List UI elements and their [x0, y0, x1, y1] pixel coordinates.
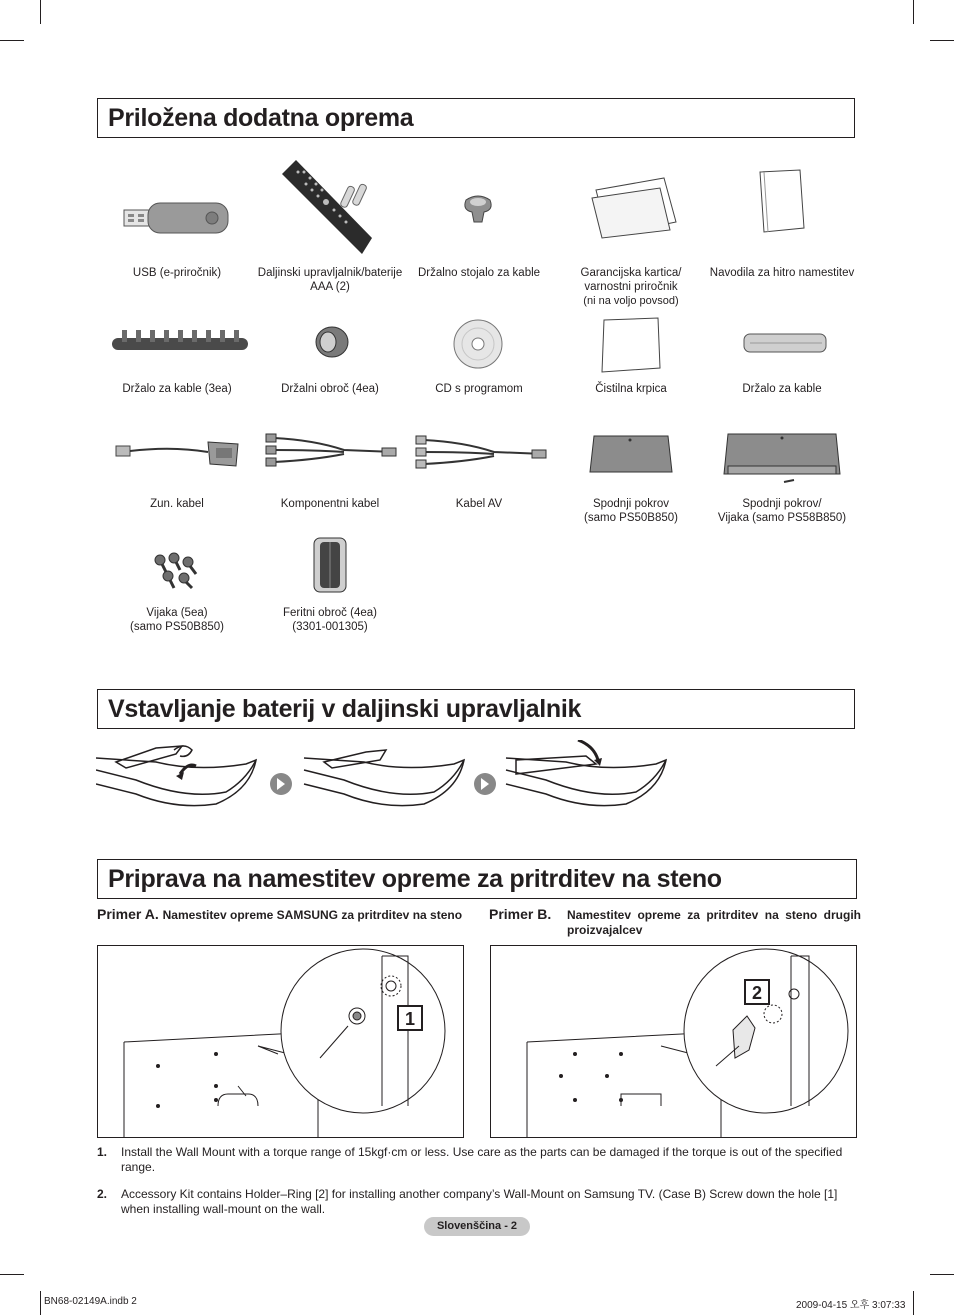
bottom-cover-small-icon	[588, 432, 674, 476]
timestamp: 2009-04-15 오후 3:07:33	[796, 1300, 906, 1311]
primer-a-label: Primer A.	[97, 906, 159, 922]
bottom-cover-large-icon	[722, 428, 842, 490]
note-item: 2. Accessory Kit contains Holder–Ring [2] for installing another company’s Wall-Mount on Samsung TV. (Case B) Screw down the hole [1] when installing wall-mount on the wall.	[97, 1187, 838, 1216]
callout-1: 1	[404, 1009, 416, 1029]
crop-mark	[913, 0, 914, 24]
accessory-label: Garancijska kartica/ varnostni priročnik (ni na voljo povsod)	[580, 267, 682, 307]
primer-b-desc: Namestitev opreme za pritrditev na steno drugih proizvajalcev	[567, 908, 861, 937]
accessory-label: USB (e-priročnik)	[132, 267, 222, 279]
cd-icon	[452, 318, 504, 370]
screws-icon	[150, 550, 206, 590]
primer-a-heading	[97, 906, 477, 922]
crop-mark	[40, 1291, 41, 1315]
page-number-badge: Slovenščina - 2	[424, 1217, 530, 1236]
crop-mark	[0, 40, 24, 41]
primer-b-label: Primer B.	[489, 906, 552, 922]
remote-control-icon	[276, 158, 386, 258]
cable-stand-icon	[458, 190, 498, 230]
quick-guide-icon	[756, 168, 808, 234]
ferrite-core-icon	[308, 534, 352, 596]
note-item: 1. Install the Wall Mount with a torque range of 15kgf·cm or less. Use care as the parts can be damaged if the torque is out of the specified range.	[97, 1145, 843, 1174]
holder-ring-icon	[312, 322, 352, 360]
accessory-label: Daljinski upravljalnik/baterije AAA (2)	[257, 267, 403, 293]
primer-a-diagram	[97, 945, 464, 1138]
crop-mark	[0, 1274, 24, 1275]
cable-tie-icon	[742, 330, 828, 356]
primer-a-desc: Namestitev opreme SAMSUNG za pritrditev na steno	[162, 908, 463, 922]
accessory-label: CD s programom	[435, 383, 523, 395]
usb-stick-icon	[122, 198, 232, 238]
batteries-section-title: Vstavljanje baterij v daljinski upravljalnik	[97, 689, 855, 729]
battery-insertion-illustration	[96, 740, 676, 822]
accessory-label: Držalo za kable (3ea)	[122, 383, 232, 395]
accessory-label: Navodila za hitro namestitev	[709, 267, 855, 279]
accessory-label: Feritni obroč (4ea) (3301-001305)	[283, 607, 377, 633]
accessory-label: Spodnji pokrov/ Vijaka (samo PS58B850)	[717, 498, 847, 524]
accessory-label: Držalo za kable	[742, 383, 822, 395]
callout-2: 2	[751, 983, 763, 1003]
component-cable-icon	[264, 430, 400, 470]
warranty-card-icon	[590, 176, 680, 240]
accessory-label: Čistilna krpica	[595, 383, 667, 395]
accessory-label: Držalni obroč (4ea)	[281, 383, 379, 395]
crop-mark	[40, 0, 41, 24]
cleaning-cloth-icon	[598, 316, 664, 374]
accessory-label: Vijaka (5ea) (samo PS50B850)	[130, 607, 224, 633]
cable-holder-icon	[110, 326, 250, 356]
crop-mark	[913, 1291, 914, 1315]
av-cable-icon	[414, 432, 550, 472]
wallmount-section-title: Priprava na namestitev opreme za pritrditev na steno	[97, 859, 857, 899]
accessories-section-title: Priložena dodatna oprema	[97, 98, 855, 138]
crop-mark	[930, 40, 954, 41]
accessory-label: Spodnji pokrov (samo PS50B850)	[584, 498, 678, 524]
scart-cable-icon	[112, 436, 242, 472]
crop-mark	[930, 1274, 954, 1275]
accessory-label: Komponentni kabel	[280, 498, 380, 510]
accessory-label: Kabel AV	[455, 498, 503, 510]
file-name: BN68-02149A.indb 2	[44, 1296, 137, 1307]
accessory-label: Držalno stojalo za kable	[417, 267, 541, 279]
accessory-label: Zun. kabel	[150, 498, 204, 510]
primer-b-diagram	[490, 945, 857, 1138]
